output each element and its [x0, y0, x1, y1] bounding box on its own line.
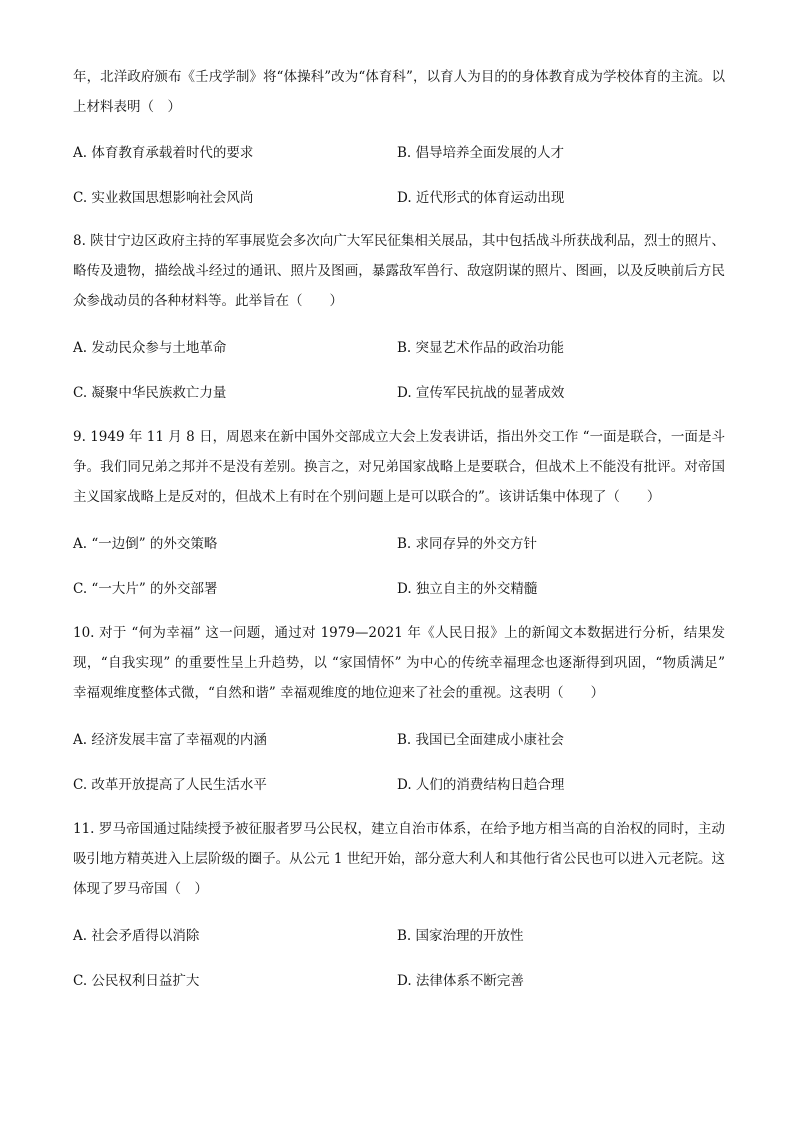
question-11-option-a: A. 社会矛盾得以消除	[73, 928, 200, 944]
question-10-option-c: C. 改革开放提高了人民生活水平	[73, 777, 267, 793]
question-stem-9: 9. 1949 年 11 月 8 日，周恩来在新中国外交部成立大会上发表讲话，指出外交工作 “一面是联合，一面是斗争。我们同兄弟之邦并不是没有差别。换言之，对兄弟国家战略上是要联合，但战术上不能没有批评。对帝国主义国家战略上是反对的，但战术上有时在个别问题上是可以联合的”。该讲话集中体现了（ ）	[73, 429, 725, 505]
question-8-option-a: A. 发动民众参与土地革命	[73, 340, 227, 356]
question-9-option-b: B. 求同存异的外交方针	[397, 536, 538, 552]
question-11-option-d: D. 法律体系不断完善	[397, 973, 524, 989]
question-8-option-d: D. 宣传军民抗战的显著成效	[397, 385, 565, 401]
question-stem-7: 年，北洋政府颁布《壬戌学制》将“体操科”改为“体育科”，以育人为目的的身体教育成为学校体育的主流。以上材料表明（ ）	[73, 69, 725, 115]
question-8-option-c: C. 凝聚中华民族救亡力量	[73, 385, 227, 401]
question-stem-11: 11. 罗马帝国通过陆续授予被征服者罗马公民权，建立自治市体系，在给予地方相当高的自治权的同时，主动吸引地方精英进入上层阶级的圈子。从公元 1 世纪开始，部分意大利人和其他行省公民也可以进入元老院。这体现了罗马帝国（ ）	[73, 821, 725, 897]
question-7-option-c: C. 实业救国思想影响社会风尚	[73, 190, 254, 206]
question-10-option-d: D. 人们的消费结构日趋合理	[397, 777, 565, 793]
question-8-option-b: B. 突显艺术作品的政治功能	[397, 340, 565, 356]
question-9-option-a: A. “一边倒” 的外交策略	[73, 536, 218, 552]
question-7-option-d: D. 近代形式的体育运动出现	[397, 190, 565, 206]
question-9-option-c: C. “一大片” 的外交部署	[73, 581, 218, 597]
question-10-option-a: A. 经济发展丰富了幸福观的内涵	[73, 732, 267, 748]
question-7-option-b: B. 倡导培养全面发展的人才	[397, 145, 565, 161]
question-11-option-b: B. 国家治理的开放性	[397, 928, 524, 944]
question-stem-8: 8. 陕甘宁边区政府主持的军事展览会多次向广大军民征集相关展品，其中包括战斗所获战利品，烈士的照片、略传及遗物，描绘战斗经过的通讯、照片及图画，暴露敌军兽行、敌寇阴谋的照片、图画，以及反映前后方民众参战动员的各种材料等。此举旨在（ ）	[73, 233, 725, 309]
question-10-option-b: B. 我国已全面建成小康社会	[397, 732, 565, 748]
question-stem-10: 10. 对于 “何为幸福” 这一问题，通过对 1979—2021 年《人民日报》上的新闻文本数据进行分析，结果发现，“自我实现” 的重要性呈上升趋势，以 “家国情怀” 为中心的传统幸福理念也逐渐得到巩固，“物质满足” 幸福观维度整体式微，“自然和谐” 幸福观维度的地位迎来了社会的重视。这表明（ ）	[73, 625, 725, 701]
question-9-option-d: D. 独立自主的外交精髓	[397, 581, 538, 597]
question-11-option-c: C. 公民权利日益扩大	[73, 973, 200, 989]
question-7-option-a: A. 体育教育承载着时代的要求	[73, 145, 254, 161]
